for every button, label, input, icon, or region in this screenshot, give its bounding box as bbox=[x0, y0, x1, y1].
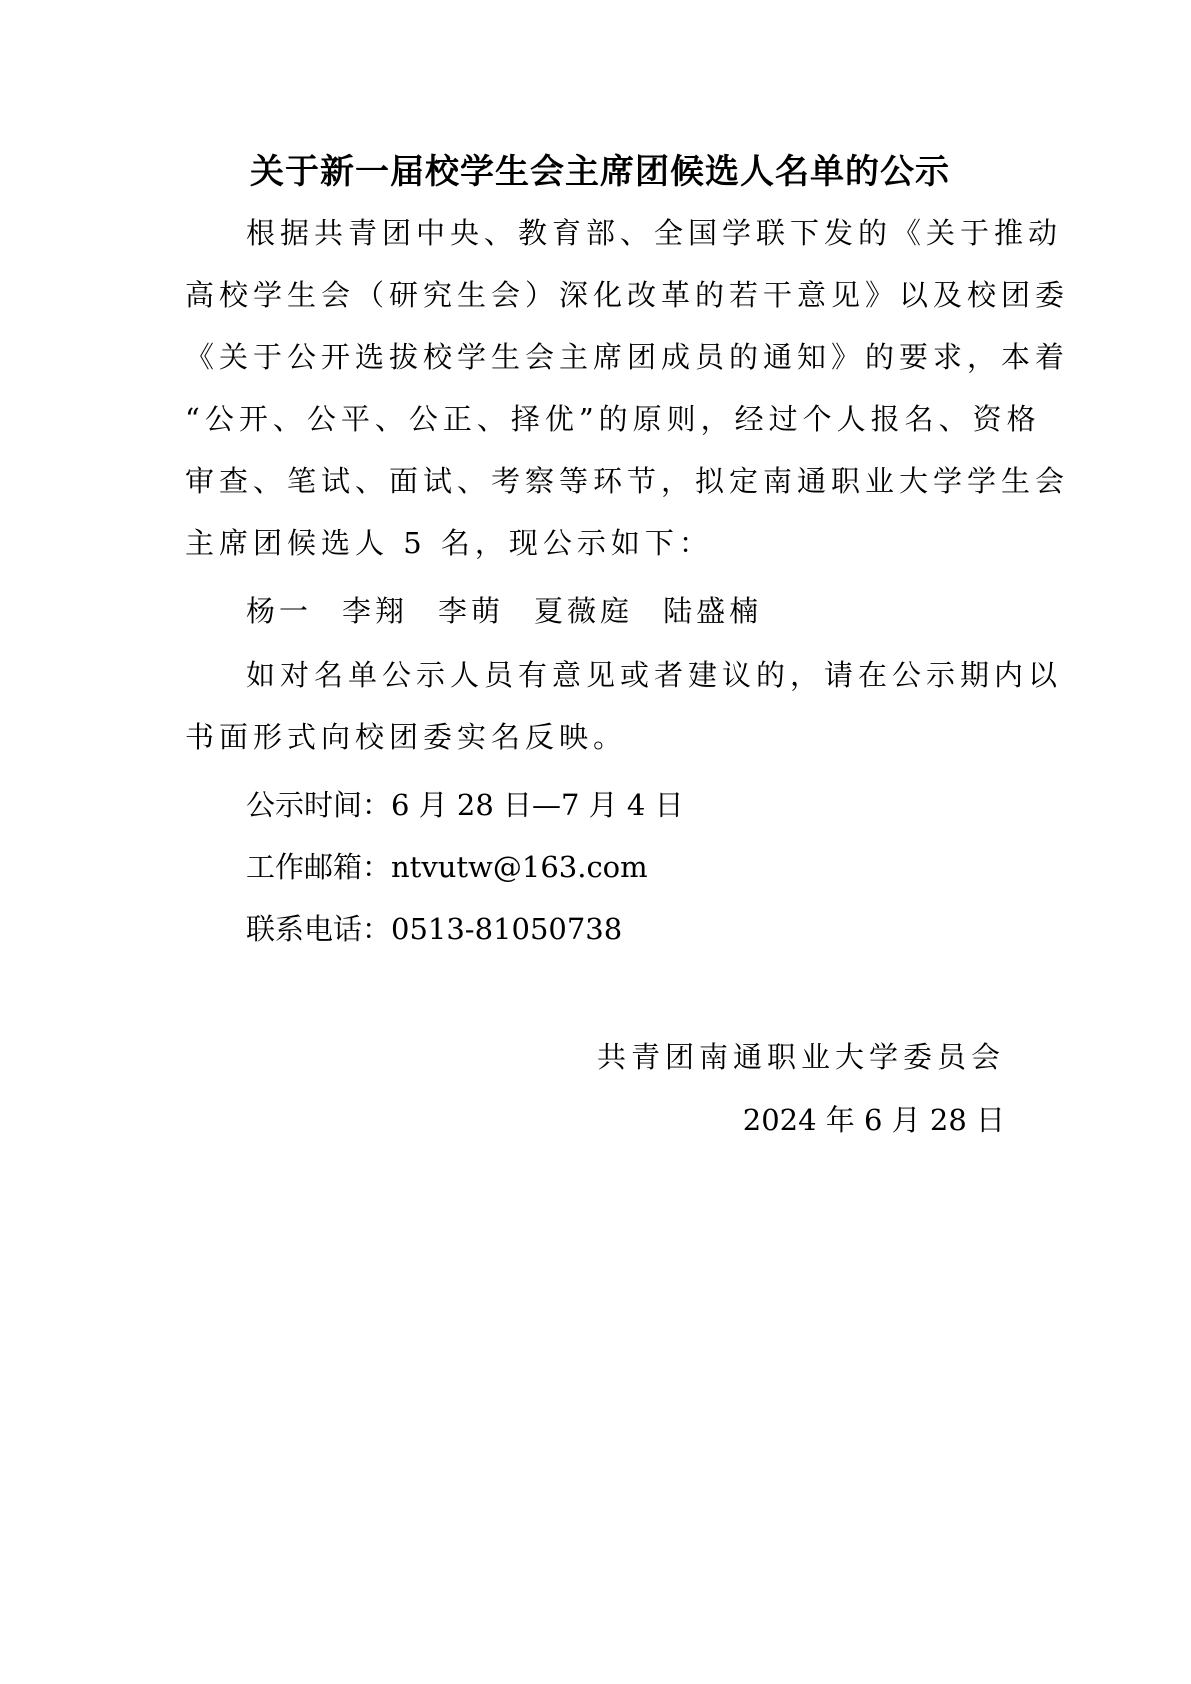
contact-email: 工作邮箱：ntvutw@163.com bbox=[246, 850, 648, 884]
body-line-1: 根据共青团中央、教育部、全国学联下发的《关于推动 bbox=[246, 216, 1063, 250]
candidate-name: 李翔 bbox=[342, 594, 409, 628]
candidate-list bbox=[246, 591, 792, 631]
feedback-line-1: 如对名单公示人员有意见或者建议的，请在公示期内以 bbox=[246, 658, 1063, 692]
body-line-6: 主席团候选人 5 名，现公示如下： bbox=[185, 526, 713, 560]
document-title: 关于新一届校学生会主席团候选人名单的公示 bbox=[250, 152, 950, 192]
body-line-3: 《关于公开选拔校学生会主席团成员的通知》的要求，本着 bbox=[185, 340, 1070, 374]
candidate-name: 陆盛楠 bbox=[663, 594, 763, 628]
body-line-4: “公开、公平、公正、择优”的原则，经过个人报名、资格 bbox=[185, 402, 1041, 436]
candidate-name: 杨一 bbox=[246, 594, 313, 628]
publicity-period: 公示时间：6 月 28 日—7 月 4 日 bbox=[246, 788, 684, 822]
candidate-name: 夏薇庭 bbox=[534, 594, 634, 628]
signature-date: 2024 年 6 月 28 日 bbox=[742, 1103, 1005, 1137]
feedback-line-2: 书面形式向校团委实名反映。 bbox=[185, 720, 628, 754]
contact-phone: 联系电话：0513-81050738 bbox=[246, 912, 623, 946]
signature-organization: 共青团南通职业大学委员会 bbox=[596, 1040, 1005, 1074]
body-line-5: 审查、笔试、面试、考察等环节，拟定南通职业大学学生会 bbox=[185, 464, 1070, 498]
candidate-name: 李萌 bbox=[438, 594, 505, 628]
body-line-2: 高校学生会（研究生会）深化改革的若干意见》以及校团委 bbox=[185, 278, 1070, 312]
